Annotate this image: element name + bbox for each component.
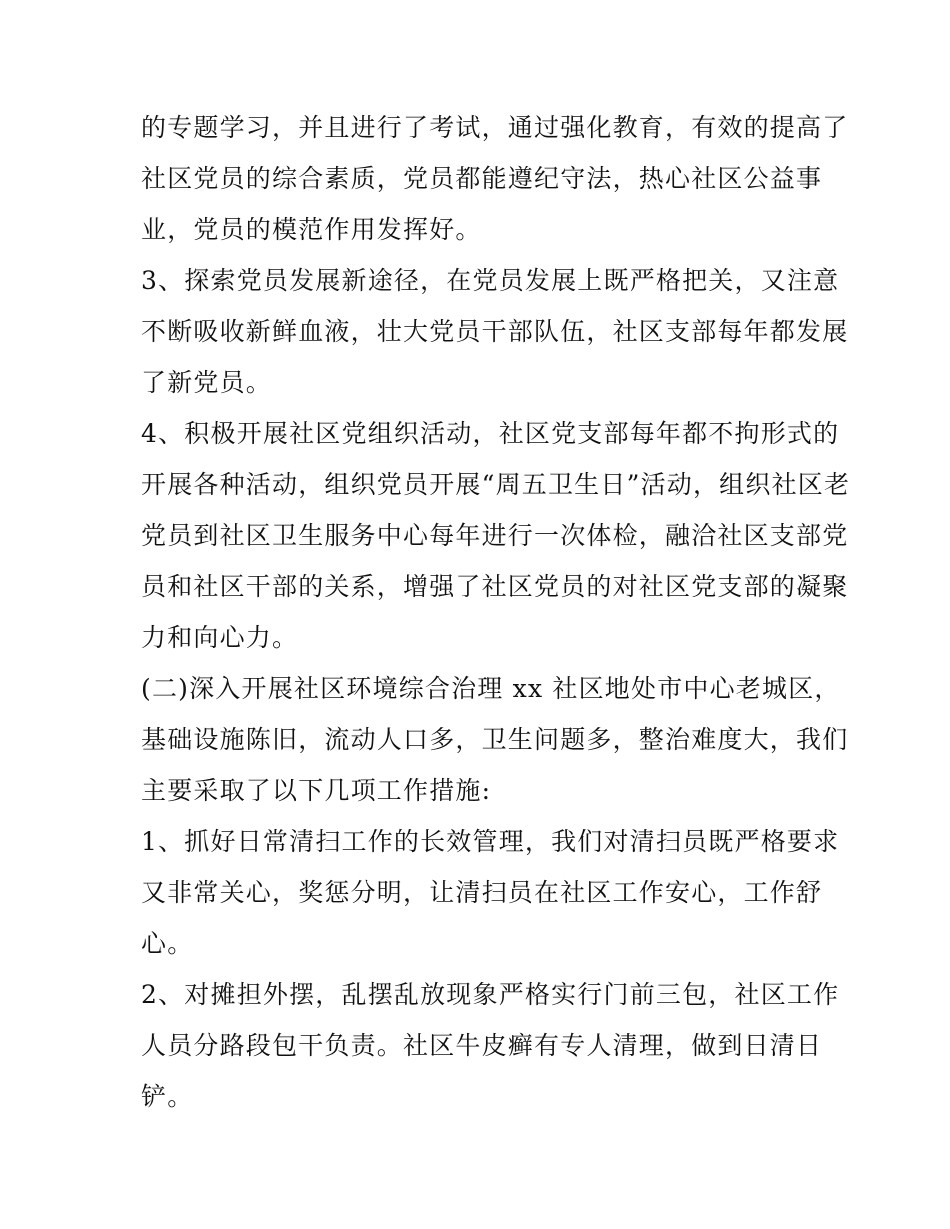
text-line: 的专题学习，并且进行了考试，通过强化教育，有效的提高了 — [141, 113, 849, 142]
text-line: 主要采取了以下几项工作措施: — [141, 776, 492, 805]
text-line: 开展各种活动，组织党员开展“周五卫生日”活动，组织社区老 — [141, 470, 851, 499]
text-line: 3、探索党员发展新途径，在党员发展上既严格把关，又注意 — [141, 266, 840, 295]
text-line: 2、对摊担外摆，乱摆乱放现象严格实行门前三包，社区工作 — [141, 980, 840, 1009]
text-line: 不断吸收新鲜血液，壮大党员干部队伍，社区支部每年都发展 — [141, 317, 849, 346]
text-line: 社区党员的综合素质，党员都能遵纪守法，热心社区公益事 — [141, 164, 823, 193]
text-line: 了新党员。 — [141, 368, 273, 397]
text-line: 1、抓好日常清扫工作的长效管理，我们对清扫员既严格要求 — [141, 827, 840, 856]
text-line: 又非常关心，奖惩分明，让清扫员在社区工作安心，工作舒 — [141, 878, 823, 907]
text-line: 人员分路段包干负责。社区牛皮癣有专人清理，做到日清日 — [141, 1031, 823, 1060]
text-line: 心。 — [141, 929, 194, 958]
text-line: 党员到社区卫生服务中心每年进行一次体检，融洽社区支部党 — [141, 521, 849, 550]
text-line: 铲。 — [141, 1082, 194, 1111]
document-body — [141, 102, 851, 1122]
text-line: 4、积极开展社区党组织活动，社区党支部每年都不拘形式的 — [141, 419, 840, 448]
text-line: 业，党员的模范作用发挥好。 — [141, 215, 482, 244]
text-line: 员和社区干部的关系，增强了社区党员的对社区党支部的凝聚 — [141, 572, 849, 601]
text-line: 力和向心力。 — [141, 623, 299, 652]
text-line: 基础设施陈旧，流动人口多，卫生问题多，整治难度大，我们 — [141, 725, 849, 754]
text-line: (二)深入开展社区环境综合治理 xx 社区地处市中心老城区， — [141, 674, 841, 703]
